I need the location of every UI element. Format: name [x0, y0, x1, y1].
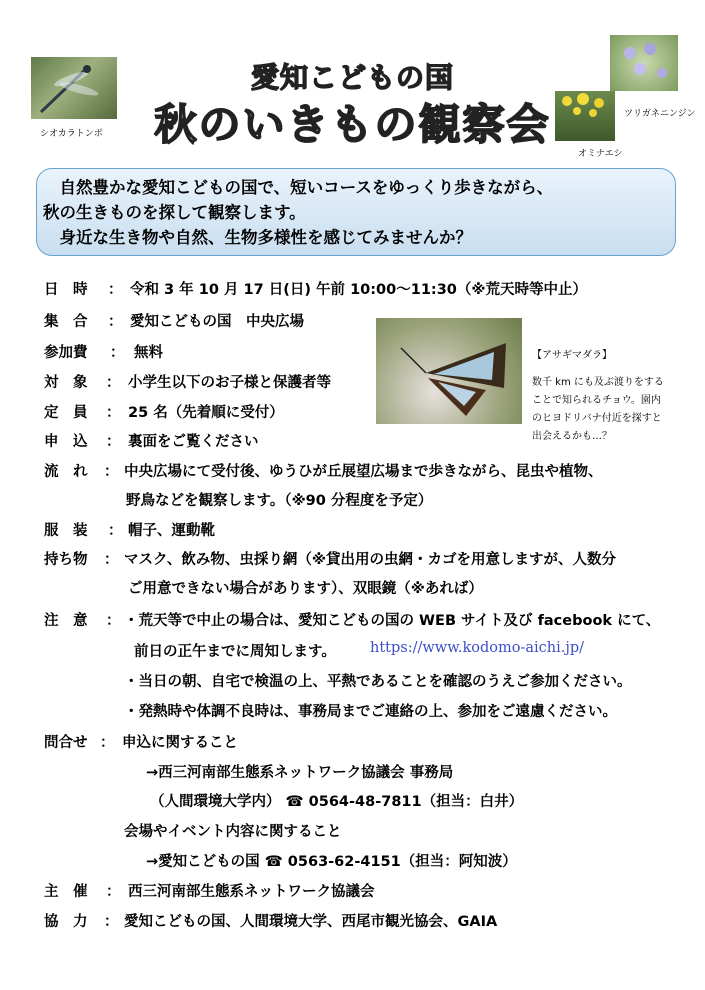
bring-label: 持ち物 — [44, 552, 88, 568]
bring-line1: マスク、飲み物、虫採り網（※貸出用の虫網・カゴを用意しますが、人数分 — [124, 552, 617, 568]
intro-line1: 自然豊かな愛知こどもの国で、短いコースをゆっくり歩きながら、 — [43, 178, 554, 197]
inquiry-line1: 申込に関すること — [122, 735, 238, 751]
apply-value: 裏面をご覧ください — [128, 434, 259, 450]
coop-value: 愛知こどもの国、人間環境大学、西尾市観光協会、GAIA — [124, 914, 498, 930]
colon: ： — [108, 523, 123, 539]
date-label: 日 時 — [44, 282, 88, 298]
place-value: 愛知こどもの国 中央広場 — [130, 314, 304, 330]
capacity-label: 定 員 — [44, 405, 88, 421]
caution-line4: ・発熱時や体調不良時は、事務局までご連絡の上、参加をご遠慮ください。 — [124, 704, 617, 720]
butterfly-photo — [376, 318, 522, 424]
website-link[interactable]: https://www.kodomo-aichi.jp/ — [370, 640, 585, 656]
inquiry-label: 問合せ — [44, 735, 88, 751]
inquiry-line5: →愛知こどもの国 ☎ 0563-62-4151（担当：阿知波） — [146, 854, 517, 870]
intro-box — [36, 168, 676, 256]
flow-line2: 野鳥などを観察します。（※90 分程度を予定） — [126, 493, 433, 509]
colon: ： — [104, 552, 119, 568]
date-value: 令和 3 年 10 月 17 日(日) 午前 10:00～11:30（※荒天時等中止） — [130, 282, 587, 298]
colon: ： — [106, 884, 121, 900]
butterfly-note — [532, 347, 682, 446]
fee-value: 無料 — [134, 345, 163, 361]
dragonfly-caption: シオカラトンボ — [40, 129, 103, 139]
clothes-value: 帽子、運動靴 — [128, 523, 215, 539]
caution-label: 注 意 — [44, 613, 88, 629]
inquiry-line3: （人間環境大学内） ☎ 0564-48-7811（担当：白井） — [150, 794, 524, 810]
target-label: 対 象 — [44, 375, 88, 391]
caution-line3: ・当日の朝、自宅で検温の上、平熱であることを確認のうえご参加ください。 — [124, 674, 632, 690]
coop-label: 協 力 — [44, 914, 88, 930]
tsuriganeninjin-caption: ツリガネニンジン — [624, 109, 696, 119]
butterfly-note-line1: 数千 km にも及ぶ渡りをする — [532, 377, 664, 388]
inquiry-line2: →西三河南部生態系ネットワーク協議会 事務局 — [146, 765, 454, 781]
colon: ： — [104, 914, 119, 930]
caution-line1: ・荒天等で中止の場合は、愛知こどもの国の WEB サイト及び facebook にて、 — [124, 613, 661, 629]
place-label: 集 合 — [44, 314, 88, 330]
apply-label: 申 込 — [44, 434, 88, 450]
page-title: 秋のいきもの観察会 — [154, 100, 551, 149]
caution-line2: 前日の正午までに周知します。 — [134, 644, 336, 660]
colon: ： — [104, 464, 119, 480]
butterfly-icon — [376, 318, 522, 424]
inquiry-line4: 会場やイベント内容に関すること — [124, 824, 342, 840]
intro-line2: 秋の生きものを探して観察します。 — [43, 203, 306, 222]
colon: ： — [106, 434, 121, 450]
colon: ： — [108, 282, 123, 298]
butterfly-note-title: 【アサギマダラ】 — [532, 350, 612, 361]
host-label: 主 催 — [44, 884, 88, 900]
colon: ： — [106, 613, 121, 629]
butterfly-note-line4: 出会えるかも…？ — [532, 431, 612, 442]
ominaeshi-caption: オミナエシ — [578, 149, 623, 159]
colon: ： — [106, 405, 121, 421]
flow-label: 流 れ — [44, 464, 88, 480]
bring-line2: ご用意できない場合があります）、双眼鏡（※あれば） — [128, 581, 483, 597]
host-value: 西三河南部生態系ネットワーク協議会 — [128, 884, 375, 900]
flow-line1: 中央広場にて受付後、ゆうひが丘展望広場まで歩きながら、昆虫や植物、 — [124, 464, 603, 480]
butterfly-note-line3: のヒヨドリバナ付近を探すと — [532, 413, 662, 424]
target-value: 小学生以下のお子様と保護者等 — [128, 375, 331, 391]
colon: ： — [110, 345, 125, 361]
intro-line3: 身近な生き物や自然、生物多様性を感じてみませんか？ — [43, 228, 472, 247]
colon: ： — [100, 735, 115, 751]
colon: ： — [108, 314, 123, 330]
title-line1: 愛知こどもの国 — [250, 61, 454, 94]
colon: ： — [106, 375, 121, 391]
butterfly-note-line2: ことで知られるチョウ。園内 — [532, 395, 661, 406]
clothes-label: 服 装 — [44, 523, 88, 539]
fee-label: 参加費 — [44, 345, 88, 361]
capacity-value: 25 名（先着順に受付） — [128, 405, 284, 421]
